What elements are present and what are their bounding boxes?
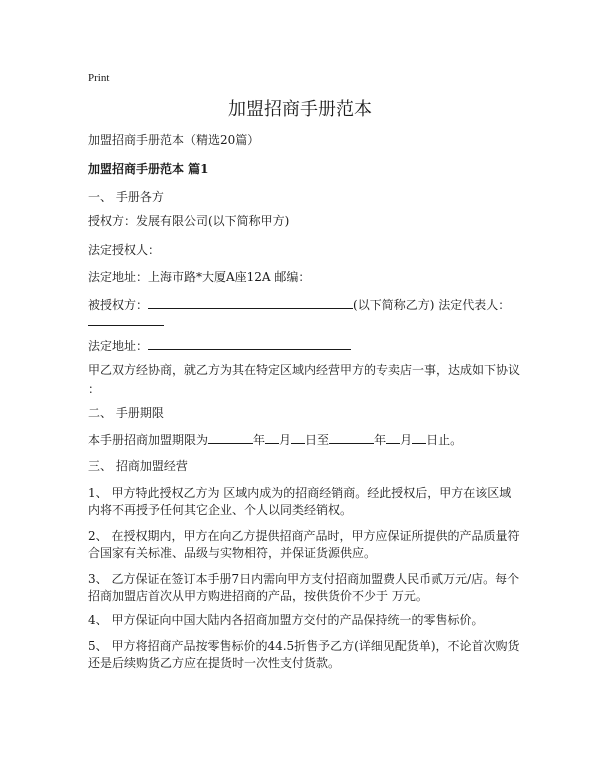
term-year1-blank [208,432,253,444]
term-prefix: 本手册招商加盟期限为 [88,433,209,447]
section-1-heading: 一、 手册各方 [88,190,164,204]
grantee-line [88,297,510,312]
term-month2-blank [386,432,400,444]
term-year1: 年 [253,433,266,447]
address2-blank [148,338,351,350]
grantee-label: 被授权方： [88,298,149,312]
legal-rep-line: 法定授权人： [88,243,161,257]
address2-label: 法定地址： [88,339,149,353]
grantee-suffix: (以下简称乙方) 法定代表人： [353,298,511,312]
term-day1: 日至 [305,433,330,447]
document-heading: 加盟招商手册范本 篇1 [88,162,209,176]
print-label[interactable]: Print [88,72,110,84]
legal-rep-blank [88,314,164,326]
term-month1: 月 [279,433,292,447]
clause-item-3: 3、 乙方保证在签订本手册7日内需向甲方支付招商加盟费人民币贰万元/店。每个招商加盟店首次从甲方购进招商的产品，按供货价不少于 万元。 [88,572,520,603]
section-3-heading: 三、 招商加盟经营 [88,459,188,473]
address2-line [88,338,351,353]
term-day2-blank [412,432,426,444]
section-2-heading: 二、 手册期限 [88,406,164,420]
address-line: 法定地址：上海市路*大厦A座12A 邮编： [88,270,311,284]
term-day1-blank [291,432,305,444]
term-month1-blank [265,432,279,444]
term-day2: 日止。 [426,433,463,447]
term-month2: 月 [400,433,413,447]
document-subtitle: 加盟招商手册范本（精选20篇） [88,133,260,147]
clause-item-2: 2、 在授权期内，甲方在向乙方提供招商产品时，甲方应保证所提供的产品质量符合国家有关标准、品级与实物相符，并保证货源供应。 [88,529,520,560]
clause-item-4: 4、 甲方保证向中国大陆内各招商加盟方交付的产品保持统一的零售标价。 [88,613,484,627]
grantor-line: 授权方：发展有限公司(以下简称甲方) [88,214,290,228]
legal-rep-blank-line [88,314,164,329]
clause-item-5: 5、 甲方将招商产品按零售标价的44.5折售予乙方(详细见配货单)，不论首次购货还是后续购货乙方应在提货时一次性支付货款。 [88,639,520,670]
clause-item-1: 1、 甲方特此授权乙方为 区域内成为的招商经销商。经此授权后，甲方在该区域内将不再授予任何其它企业、个人以同类经销权。 [88,486,512,517]
term-line [88,432,462,447]
agreement-line-end: ： [88,382,101,396]
term-year2-blank [329,432,374,444]
page-title: 加盟招商手册范本 [228,99,372,120]
grantee-blank [148,297,353,309]
term-year2: 年 [374,433,387,447]
agreement-line: 甲乙双方经协商，就乙方为其在特定区域内经营甲方的专卖店一事，达成如下协议 [88,363,521,377]
